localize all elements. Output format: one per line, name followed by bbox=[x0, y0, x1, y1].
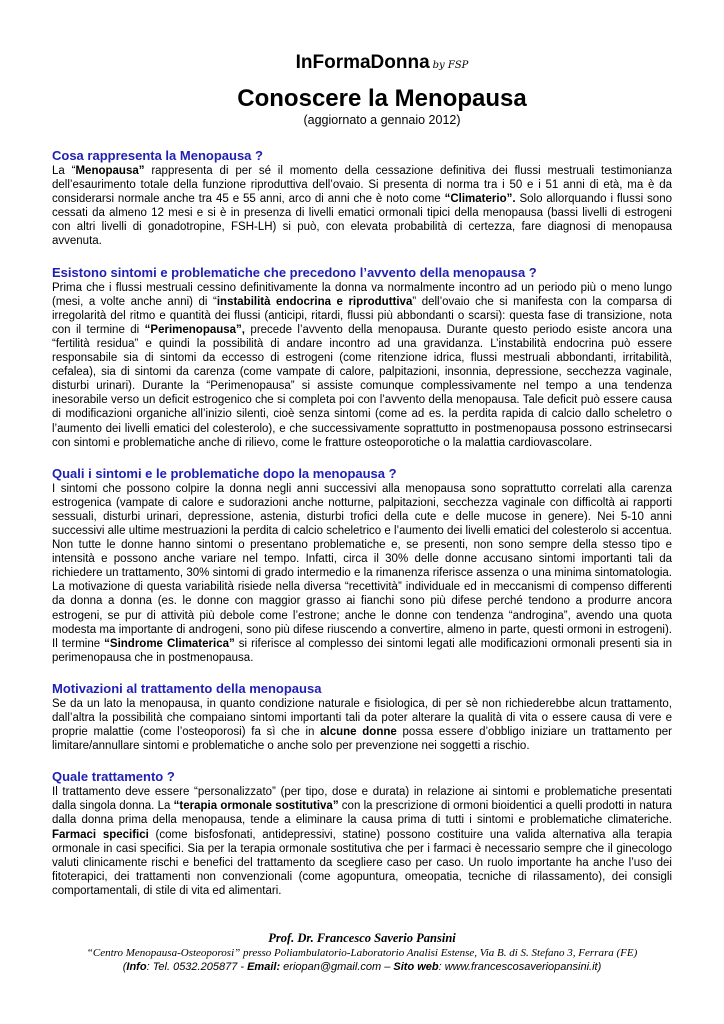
bold-text: instabilità endocrina e riproduttiva bbox=[216, 295, 413, 308]
footer-center: “Centro Menopausa-Osteoporosi” presso Poliambulatorio-Laboratorio Analisi Estense, Via B. di S. Stefano 3, Ferrara (FE) bbox=[86, 947, 638, 959]
section-heading: Quali i sintomi e le problematiche dopo la menopausa ? bbox=[52, 465, 397, 481]
section-heading: Motivazioni al trattamento della menopausa bbox=[52, 680, 322, 696]
footer-contacts bbox=[52, 960, 672, 974]
section-heading: Cosa rappresenta la Menopausa ? bbox=[52, 148, 263, 163]
body-text: Se da un lato la menopausa, in quanto condizione naturale e fisiologica, di per sè non richiederebbe alcun trattamento, dall’altra la possibilità che compaiano sintomi importanti tali da poter alterare la qualità di vita o essere causa di vere e proprie malattie (come l’osteoporosi) fa sì che in bbox=[52, 697, 672, 739]
section bbox=[52, 769, 672, 898]
section-heading: Quale trattamento ? bbox=[52, 769, 175, 785]
bold-text: alcune donne bbox=[320, 726, 397, 739]
body-text: con la prescrizione di ormoni bioidentici a quelli prodotti in natura dalla donna prima della menopausa, tende a eliminare la causa prima di tutti i sintomi e problematiche climateriche. bbox=[52, 800, 672, 827]
bold-text: Menopausa” bbox=[75, 165, 145, 177]
document-page bbox=[52, 52, 672, 898]
section-body bbox=[52, 697, 672, 753]
footer-site-label: Sito web bbox=[393, 961, 439, 973]
body-text: ” dell’ovaio che si manifesta con la comparsa di irregolarità del ritmo e quantità dei flussi (anticipi, ritardi, flussi più abbondanti o scarsi): questa fase di transizione, nota con il termine di bbox=[52, 295, 672, 336]
body-text: I sintomi che possono colpire la donna negli anni successivi alla menopausa sono soprattutto correlati alla carenza estrogenica (vampate di calore e sudorazioni anche notturne, palpitazioni, secchezza vaginale con difficoltà ai rapporti sessuali, disturbi urinari, depressione, astenia, disturbi trofici della cute e delle mucose in genere). Nei 5-10 anni successivi alle ultime mestruazioni la perdita di calcio scheletrico e l’aumento dei livelli ematici del colesterolo si accentua. Non tutte le donne hanno sintomi o presentano problematiche e, se presenti, non sono sempre della stesso tipo e intensità e possono anche variare nel tempo. Infatti, circa il 30% delle donne accusano sintomi importanti tali da richiedere un trattamento, 30% sintomi di grado intermedio e la rimanenza riferisce assenza o una minima sintomatologia. La motivazione di questa variabilità risiede nella diversa “recettività” individuale ed in meccanismi di compenso differenti da donna a donna (es. le donne con maggior grasso ai fianchi sono più difese perché tendono a produrre ancora estrogeni, se pur di attività più debole come l’estrone; anche le donne con tendenza “androgina”, avendo una quota modesta ma importante di androgeni, sono più difese riuscendo a convertire, almeno in parte, questi ormoni in estrogeni). Il termine bbox=[52, 482, 673, 650]
bold-text: “Climaterio”. bbox=[444, 193, 516, 206]
section-body bbox=[52, 482, 672, 665]
brand-header bbox=[92, 52, 672, 77]
bold-text: Farmaci specifici bbox=[52, 828, 149, 841]
body-text: rappresenta di per sé il momento della cessazione definitiva dei flussi mestruali testimonianza dell’esaurimento totale della funzione riproduttiva dell’ovaio. Si presenta di norma tra i 50 e i 51 anni di età, ma è da considerarsi normale anche tra 45 e 55 anni, arco di anni che è noto come bbox=[52, 165, 672, 206]
footer-site-value: : www.francescosaveriopansini.it) bbox=[438, 961, 602, 973]
section bbox=[52, 681, 672, 753]
body-text: possa essere d’obbligo iniziare un trattamento per limitare/annullare sintomi e problematiche o anche solo per prevenzione nei soggetti a rischio. bbox=[52, 726, 672, 753]
footer-email-value: eriopan@gmail.com – bbox=[280, 961, 394, 973]
section-heading: Esistono sintomi e problematiche che precedono l’avvento della menopausa ? bbox=[52, 264, 537, 280]
body-text: Prima che i flussi mestruali cessino definitivamente la donna va normalmente incontro ad un periodo più o meno lungo (mesi, a volte anche anni) di “ bbox=[52, 281, 672, 308]
footer-info-label: Info bbox=[126, 961, 147, 973]
footer-author: Prof. Dr. Francesco Saverio Pansini bbox=[268, 931, 456, 945]
footer-info-value: : Tel. 0532.205877 - bbox=[146, 961, 248, 973]
bold-text: “Sindrome Climaterica” bbox=[104, 637, 235, 650]
body-text: si riferisce al complesso dei sintomi legati alle modificazioni ormonali presenti sia in perimenopausa che in postmenopausa. bbox=[52, 637, 672, 664]
section-body bbox=[52, 164, 672, 249]
sections-container bbox=[52, 148, 672, 898]
page-subtitle: (aggiornato a gennaio 2012) bbox=[303, 113, 461, 127]
page-title: Conoscere la Menopausa bbox=[237, 85, 527, 112]
brand-name: InFormaDonna bbox=[295, 52, 430, 73]
bold-text: “terapia ormonale sostitutiva” bbox=[173, 800, 339, 813]
body-text: La “ bbox=[52, 165, 76, 177]
section bbox=[52, 466, 672, 665]
bold-text: “Perimenopausa”, bbox=[144, 323, 245, 336]
footer bbox=[52, 930, 672, 974]
section-body bbox=[52, 281, 672, 450]
section bbox=[52, 265, 672, 450]
section-body bbox=[52, 785, 672, 898]
footer-email-label: Email: bbox=[247, 961, 281, 973]
footer-open-paren: ( bbox=[122, 961, 127, 973]
section bbox=[52, 148, 672, 249]
body-text: Solo allorquando i flussi sono cessati da almeno 12 mesi e si è in presenza di livelli ematici ormonali tipici della menopausa (bassi livelli di estrogeni con altri livelli di gonadotropine, FSH-LH) si può, con elevata probabilità di certezza, fare diagnosi di menopausa avvenuta. bbox=[52, 193, 672, 248]
body-text: (come bisfosfonati, antidepressivi, statine) possono costituire una valida alternativa alla terapia ormonale in casi specifici. Sia per la terapia ormonale sostitutiva che per i farmaci è necessario sempre che il ginecologo valuti clinicamente rischi e benefici del trattamento da scegliere caso per caso. Un ruolo importante ha anche l’uso dei fitoterapici, dei trattamenti non convenzionali (come agopuntura, omeopatia, tecniche di rilassamento), dei consigli comportamentali, di stile di vita ed alimentari. bbox=[52, 828, 672, 897]
body-text: precede l’avvento della menopausa. Durante questo periodo esiste ancora una “fertilità residua” e quindi la possibilità di andare incontro ad una gravidanza. L’instabilità endocrina può essere responsabile sia di sintomi da eccesso di estrogeni (come ritenzione idrica, flussi mestruali abbondanti, irritabilità, cefalea), sia di sintomi da carenza (come vampate di calore, palpitazioni, insonnia, depressione, secchezza vaginale, disturbi urinari). Durante la “Perimenopausa” si assiste comunque complessivamente nel tempo a una tendenza inesorabile verso un deficit estrogenico che si completa poi con l’avvento della menopausa. Tale deficit può essere causa di modificazioni organiche all’inizio silenti, cioè senza sintomi (come ad es. la perdita rapida di calcio dallo scheletro o l’aumento dei livelli ematici del colesterolo), e che successivamente soprattutto in postmenopausa possono estrinsecarsi con sintomi e problematiche anche di rilievo, come le fratture osteoporotiche o la malattia cardiovascolare. bbox=[52, 323, 672, 449]
brand-suffix: by FSP bbox=[432, 60, 469, 71]
body-text: Il trattamento deve essere “personalizzato” (per tipo, dose e durata) in relazione ai sintomi e problematiche presentati dalla singola donna. La bbox=[52, 786, 672, 813]
